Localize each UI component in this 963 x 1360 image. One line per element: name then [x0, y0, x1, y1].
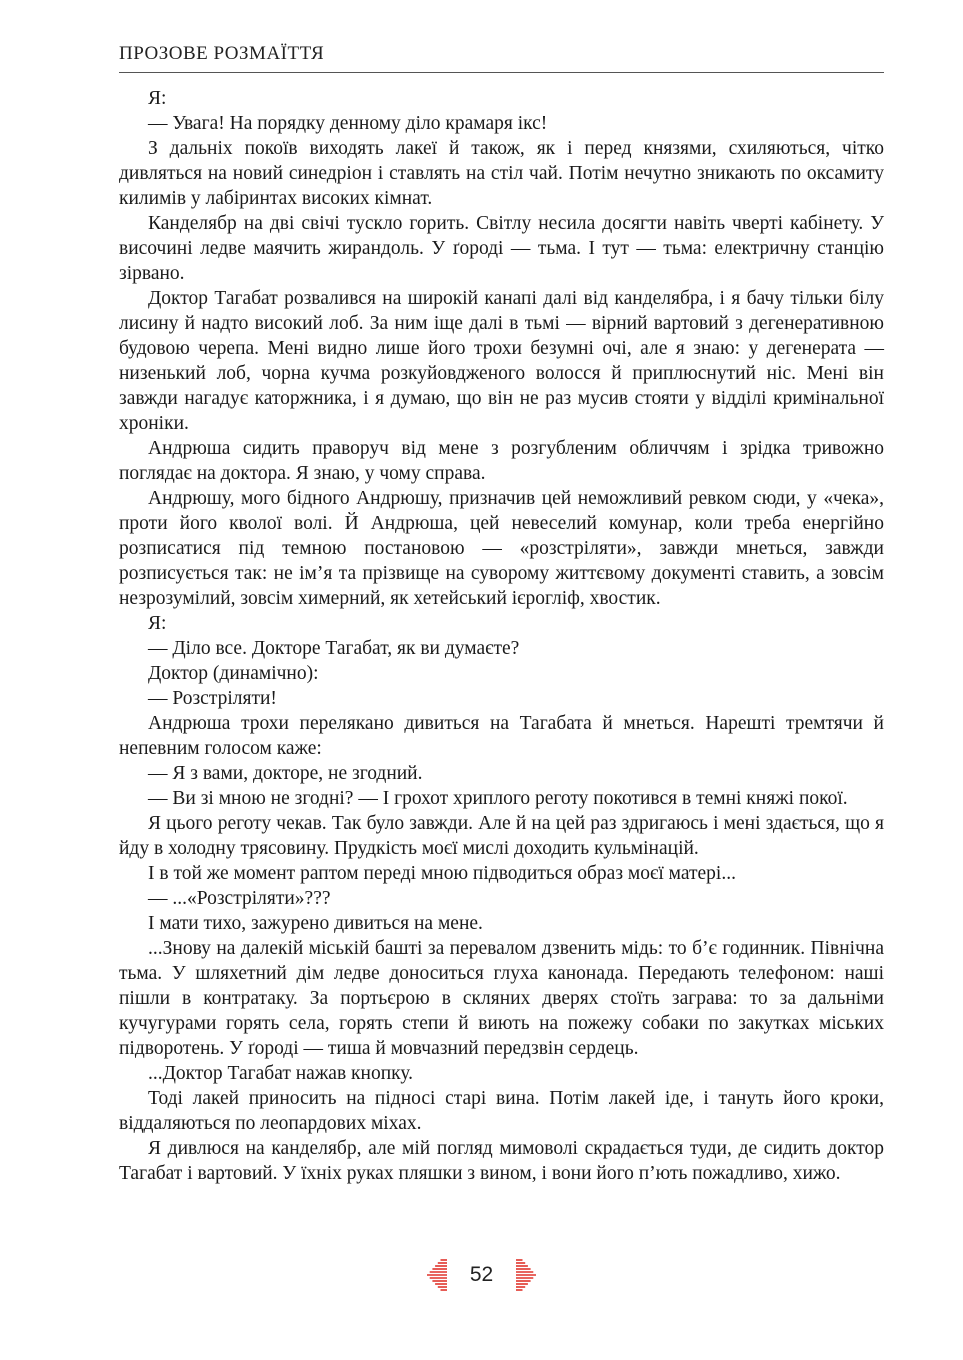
- header-rule: [119, 72, 884, 73]
- page-number: 52: [469, 1263, 494, 1286]
- paragraph: Андрюша трохи перелякано дивиться на Тагабата й мнеться. Нарешті тремтячи й непевним голосом каже:: [119, 713, 884, 759]
- paragraph: Доктор Тагабат розвалився на широкій канапі далі від канделябра, і я бачу тільки білу лисину й надто високий лоб. За ним іще далі в тьмі — вірний вартовий з дегенеративною будовою черепа. Мені видно лише його трохи безумні очі, але я знаю: у дегенерата — низенький лоб, чорна кучма розкуйовдженого волосся й приплюснутий ніс. Мені він завжди нагадує каторжника, і я думаю, що він не раз мусив стояти у відділі кримінальної хроніки.: [119, 288, 884, 434]
- paragraph: — Ви зі мною не згодні? — І грохот хриплого реготу покотився в темні княжі покої.: [148, 788, 848, 809]
- running-header: ПРОЗОВЕ РОЗМАЇТТЯ: [119, 43, 325, 64]
- page-footer: [0, 1257, 963, 1293]
- paragraph: Тоді лакей приносить на підносі старі вина. Потім лакей іде, і тануть його кроки, віддаляються по леопардових міхах.: [119, 1088, 884, 1134]
- paragraph: — Я з вами, докторе, не згодний.: [148, 763, 423, 784]
- paragraph: Я дивлюся на канделябр, але мій погляд мимоволі скрадається туди, де сидить доктор Тагабат і вартовий. У їхніх руках пляшки з вином, і вони його п’ють пожадливо, хижо.: [119, 1138, 884, 1184]
- paragraph: — Діло все. Докторе Тагабат, як ви думаєте?: [148, 638, 520, 659]
- paragraph: — ...«Розстріляти»???: [148, 888, 331, 909]
- paragraph: ...Доктор Тагабат нажав кнопку.: [148, 1063, 414, 1084]
- paragraph: Я цього реготу чекав. Так було завжди. Але й на цей раз здригаюсь і мені здається, що я йду в холодну трясовину. Прудкість моєї мислі доходить кульмінацій.: [119, 813, 884, 859]
- paragraph: Андрюша сидить праворуч від мене з розгубленим обличчям і зрідка тривожно поглядає на доктора. Я знаю, у чому справа.: [119, 438, 884, 484]
- paragraph: ...Знову на далекій міській башті за перевалом дзвенить мідь: то б’є годинник. Північна тьма. У шляхетний дім ледве доноситься глуха канонада. Передають телефоном: наші пішли в контратаку. За портьєрою в скляних дверях стоїть заграва: то за дальніми кучугурами горять села, горять степи й виють на пожежу собаки по закутках міських підворотень. У ґороді — тиша й мовчазний передзвін сердець.: [119, 938, 884, 1059]
- paragraph: Канделябр на дві свічі тускло горить. Світлу несила досягти навіть чверті кабінету. У височині ледве маячить жирандоль. У ґороді — тьма. І тут — тьма: електричну станцію зірвано.: [119, 213, 884, 284]
- striped-chevron-right-icon: [515, 1258, 537, 1292]
- paragraph: Я:: [148, 88, 167, 109]
- striped-chevron-left-icon: [426, 1258, 448, 1292]
- body-text: [119, 86, 884, 1186]
- paragraph: — Розстріляти!: [148, 688, 277, 709]
- paragraph: І в той же момент раптом переді мною підводиться образ моєї матері...: [148, 863, 736, 884]
- paragraph: Доктор (динамічно):: [148, 663, 319, 684]
- paragraph: Андрюшу, мого бідного Андрюшу, призначив цей неможливий ревком сюди, у «чека», проти його кволої волі. Й Андрюша, цей невеселий комунар, коли треба енергійно розписатися під темною постановою — «розстріляти», завжди мнеться, завжди розписується так: не ім’я та прізвище на суворому життєвому документі ставить, а зовсім незрозумілий, зовсім химерний, як хетейський ієрогліф, хвостик.: [119, 488, 884, 609]
- paragraph: З дальніх покоїв виходять лакеї й також, як і перед князями, схиляються, чітко дивляться на новий синедріон і ставлять на стіл чай. Потім нечутно зникають по оксамиту килимів у лабіринтах високих кімнат.: [119, 138, 884, 209]
- paragraph: І мати тихо, зажурено дивиться на мене.: [148, 913, 483, 934]
- paragraph: Я:: [148, 613, 167, 634]
- paragraph: — Увага! На порядку денному діло крамаря ікс!: [148, 113, 548, 134]
